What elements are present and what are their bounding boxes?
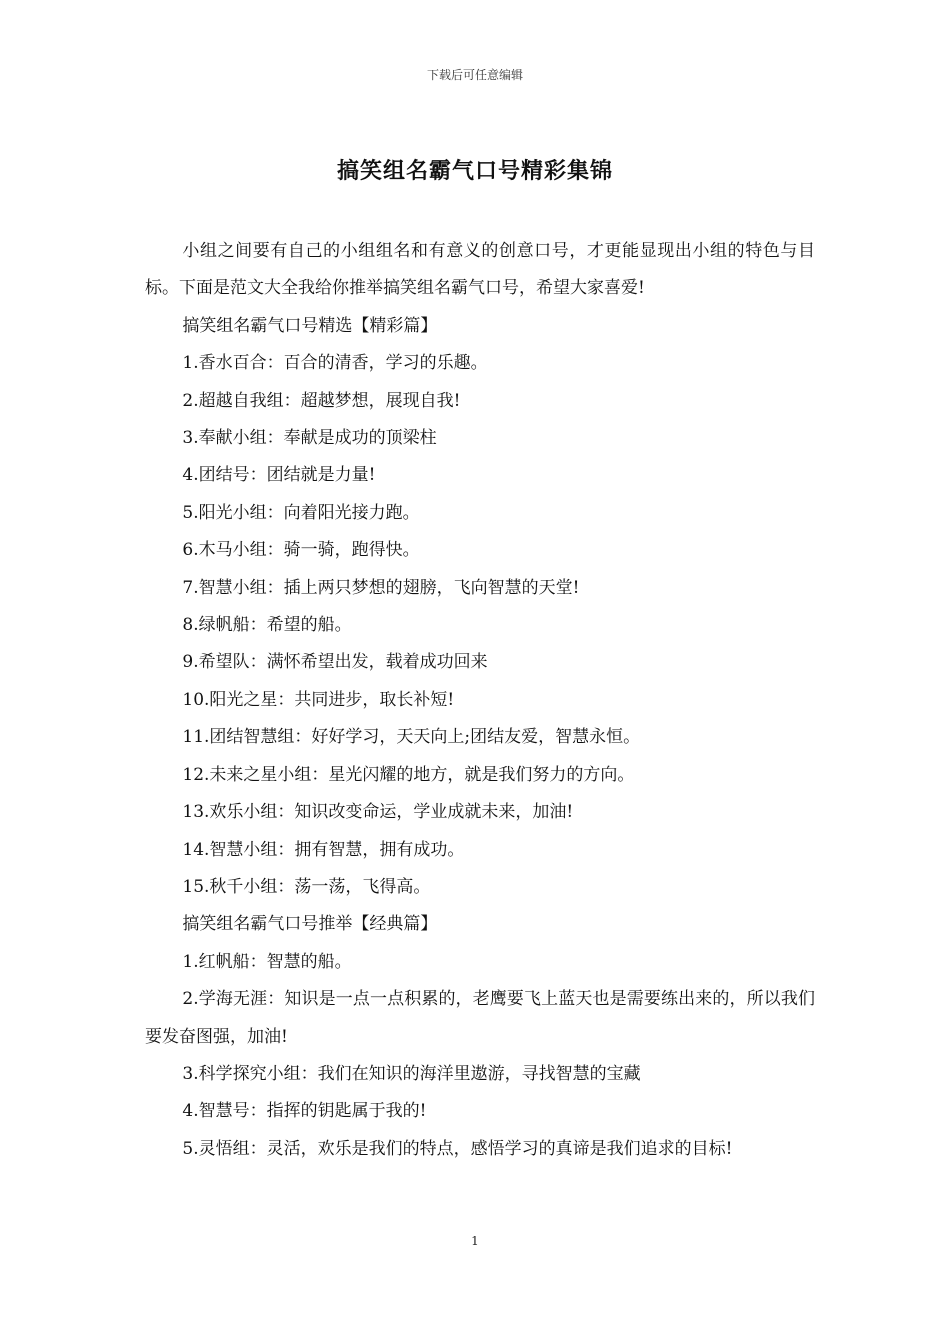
list-item: 8.绿帆船：希望的船。 [182,615,352,636]
list-item: 11.团结智慧组：好好学习，天天向上;团结友爱，智慧永恒。 [182,727,641,748]
list-item: 5.阳光小组：向着阳光接力跑。 [182,502,420,523]
list-item: 9.希望队：满怀希望出发，载着成功回来 [182,652,488,673]
list-item: 1.香水百合：百合的清香，学习的乐趣。 [182,353,488,374]
list-item: 10.阳光之星：共同进步，取长补短! [182,689,455,710]
list-item: 4.团结号：团结就是力量! [182,465,376,486]
document-body [145,233,815,1168]
list-item: 4.智慧号：指挥的钥匙属于我的! [182,1101,427,1122]
section-heading-jingdian: 搞笑组名霸气口号推举【经典篇】 [182,914,438,935]
list-item: 2.超越自我组：超越梦想，展现自我! [182,390,461,411]
list-item: 5.灵悟组：灵活，欢乐是我们的特点，感悟学习的真谛是我们追求的目标! [182,1138,733,1159]
section-heading-jingcai: 搞笑组名霸气口号精选【精彩篇】 [182,315,438,336]
intro-paragraph: 小组之间要有自己的小组组名和有意义的创意口号，才更能显现出小组的特色与目标。下面是范文大全我给你推举搞笑组名霸气口号，希望大家喜爱! [145,241,815,299]
list-item: 3.科学探究小组：我们在知识的海洋里遨游，寻找智慧的宝藏 [182,1063,641,1084]
list-item: 14.智慧小组：拥有智慧，拥有成功。 [182,839,465,860]
list-item: 13.欢乐小组：知识改变命运，学业成就未来，加油! [182,802,574,823]
list-item: 1.红帆船：智慧的船。 [182,951,352,972]
list-item: 15.秋千小组：荡一荡，飞得高。 [182,876,431,897]
list-item: 7.智慧小组：插上两只梦想的翅膀，飞向智慧的天堂! [182,577,580,598]
list-item: 2.学海无涯：知识是一点一点积累的，老鹰要飞上蓝天也是需要练出来的，所以我们要发奋图强，加油! [145,989,815,1047]
page-header-note: 下载后可任意编辑 [426,68,523,82]
list-item: 6.木马小组：骑一骑，跑得快。 [182,540,420,561]
list-item: 3.奉献小组：奉献是成功的顶梁柱 [182,428,437,449]
document-title: 搞笑组名霸气口号精彩集锦 [336,158,613,184]
list-item: 12.未来之星小组：星光闪耀的地方，就是我们努力的方向。 [182,764,635,785]
page-number: 1 [471,1234,479,1248]
